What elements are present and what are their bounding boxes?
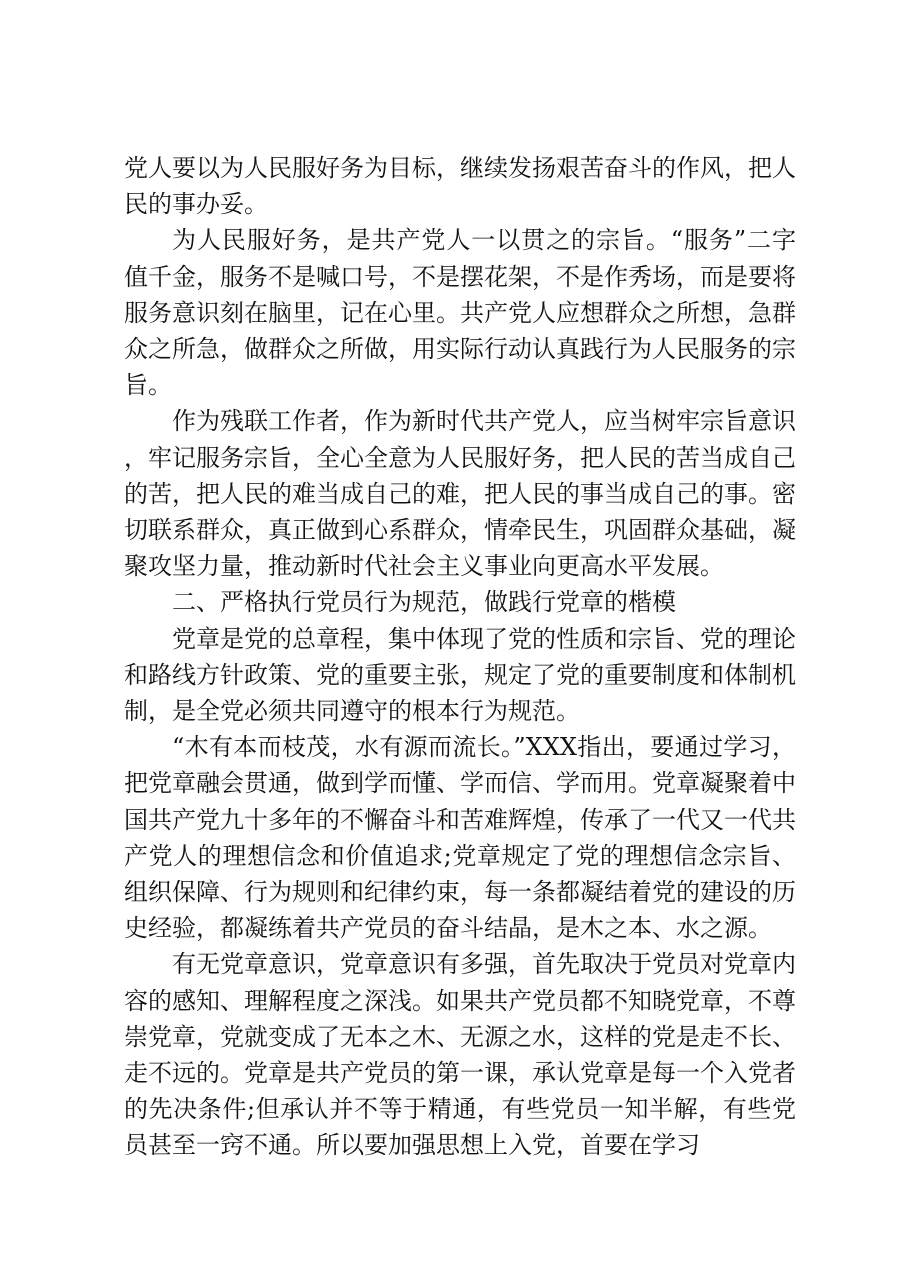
document-body bbox=[124, 150, 796, 1164]
paragraph-constitution-awareness: 有无党章意识，党章意识有多强，首先取决于党员对党章内容的感知、理解程度之深浅。如果共产党员都不知晓党章，不尊崇党章，党就变成了无本之木、无源之水，这样的党是走不长、走不远的。党章是共产党员的第一课，承认党章是每一个入党者的先决条件;但承认并不等于精通，有些党员一知半解，有些党员甚至一窍不通。所以要加强思想上入党，首要在学习 bbox=[124, 950, 796, 1160]
paragraph-disabled-federation-worker: 作为残联工作者，作为新时代共产党人，应当树牢宗旨意识，牢记服务宗旨，全心全意为人民服好务，把人民的苦当成自己的苦，把人民的难当成自己的难，把人民的事当成自己的事。密切联系群众，真正做到心系群众，情牵民生，巩固群众基础，凝聚攻坚力量，推动新时代社会主义事业向更高水平发展。 bbox=[124, 407, 796, 581]
section-heading-party-constitution: 二、严格执行党员行为规范，做践行党章的楷模 bbox=[172, 588, 676, 617]
paragraph-continued: 党人要以为人民服好务为目标，继续发扬艰苦奋斗的作风，把人民的事办妥。 bbox=[124, 154, 796, 219]
paragraph-serve-people: 为人民服好务，是共产党人一以贯之的宗旨。“服务”二字值千金，服务不是喊口号，不是摆花架，不是作秀场，而是要将服务意识刻在脑里，记在心里。共产党人应想群众之所想，急群众之所急，做群众之所做，用实际行动认真践行为人民服务的宗旨。 bbox=[124, 226, 796, 400]
paragraph-party-constitution-definition: 党章是党的总章程，集中体现了党的性质和宗旨、党的理论和路线方针政策、党的重要主张，规定了党的重要制度和体制机制，是全党必须共同遵守的根本行为规范。 bbox=[124, 624, 796, 726]
paragraph-tree-root-quote: “木有本而枝茂，水有源而流长。”XXX指出，要通过学习，把党章融会贯通，做到学而懂、学而信、学而用。党章凝聚着中国共产党九十多年的不懈奋斗和苦难辉煌，传承了一代又一代共产党人的理想信念和价值追求;党章规定了党的理想信念宗旨、组织保障、行为规则和纪律约束，每一条都凝结着党的建设的历史经验，都凝练着共产党员的奋斗结晶，是木之本、水之源。 bbox=[124, 733, 796, 943]
